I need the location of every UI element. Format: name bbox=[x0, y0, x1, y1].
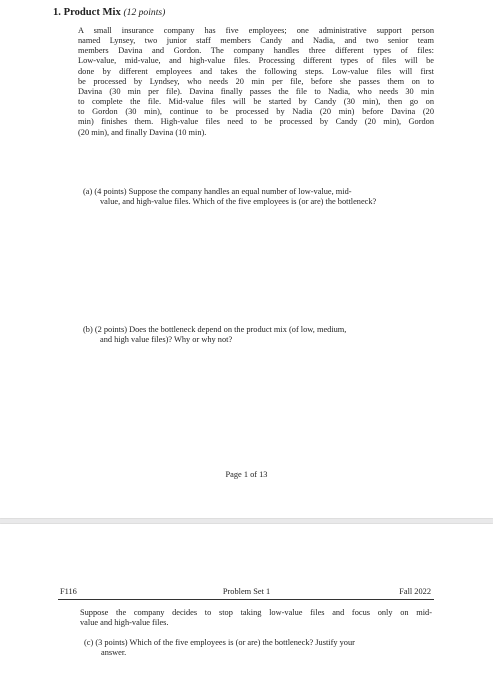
question-part-b bbox=[83, 325, 433, 345]
question-part-c bbox=[84, 638, 434, 658]
text-line: to Gordon (30 min), continue to be processed by Nadia (20 min) before Davina (20 bbox=[78, 107, 434, 117]
header-course-code: F116 bbox=[60, 587, 77, 596]
question-part-a bbox=[83, 187, 433, 207]
header-title: Problem Set 1 bbox=[222, 587, 271, 596]
text-line: (c) (3 points) Which of the five employees is (or are) the bottleneck? Justify your bbox=[84, 638, 355, 647]
text-line: value, and high-value files. Which of the five employees is (or are) the bottleneck? bbox=[100, 197, 377, 207]
text-line: answer. bbox=[101, 648, 127, 658]
header-term: Fall 2022 bbox=[399, 587, 431, 596]
header-divider bbox=[58, 599, 434, 600]
text-line: and high value files)? Why or why not? bbox=[100, 335, 233, 345]
text-line: done by different employees and takes the following steps. Low-value files will first bbox=[78, 66, 434, 76]
text-line: value and high-value files. bbox=[80, 618, 169, 628]
question-heading: Product Mix bbox=[63, 7, 121, 18]
text-line: A small insurance company has five employees; one administrative support person bbox=[78, 26, 434, 35]
page-number: Page 1 of 13 bbox=[225, 470, 268, 479]
question-number: 1. bbox=[53, 7, 61, 18]
problem-description bbox=[78, 26, 434, 138]
scenario-text bbox=[80, 608, 432, 628]
text-line: to complete the file. Mid-value files will be started by Candy (30 min), then go on bbox=[78, 97, 434, 107]
text-line: (b) (2 points) Does the bottleneck depend on the product mix (of low, medium, bbox=[83, 325, 347, 334]
text-line: (a) (4 points) Suppose the company handles an equal number of low-value, mid- bbox=[83, 187, 352, 196]
text-line: members Davina and Gordon. The company handles three different types of files: bbox=[78, 46, 434, 56]
question-points: (12 points) bbox=[123, 7, 166, 18]
text-line: Davina (30 min per file). Davina finally passes the file to Nadia, who needs 30 min bbox=[78, 86, 434, 96]
text-line: be processed by Lyndsey, who needs 20 min per file, before she passes them on to bbox=[78, 76, 434, 86]
text-line: named Lynsey, two junior staff members Candy and Nadia, and two senior team bbox=[78, 36, 434, 46]
document-page-2 bbox=[0, 524, 493, 700]
text-line: Suppose the company decides to stop taking low-value files and focus only on mid- bbox=[80, 608, 432, 617]
text-line: min) finishes them. High-value files need to be processed by Candy (20 min), Gordon bbox=[78, 117, 434, 127]
text-line: Low-value, mid-value, and high-value files. Processing different types of files will be bbox=[78, 56, 434, 66]
question-title bbox=[53, 7, 165, 18]
text-line: (20 min), and finally Davina (10 min). bbox=[78, 127, 207, 137]
